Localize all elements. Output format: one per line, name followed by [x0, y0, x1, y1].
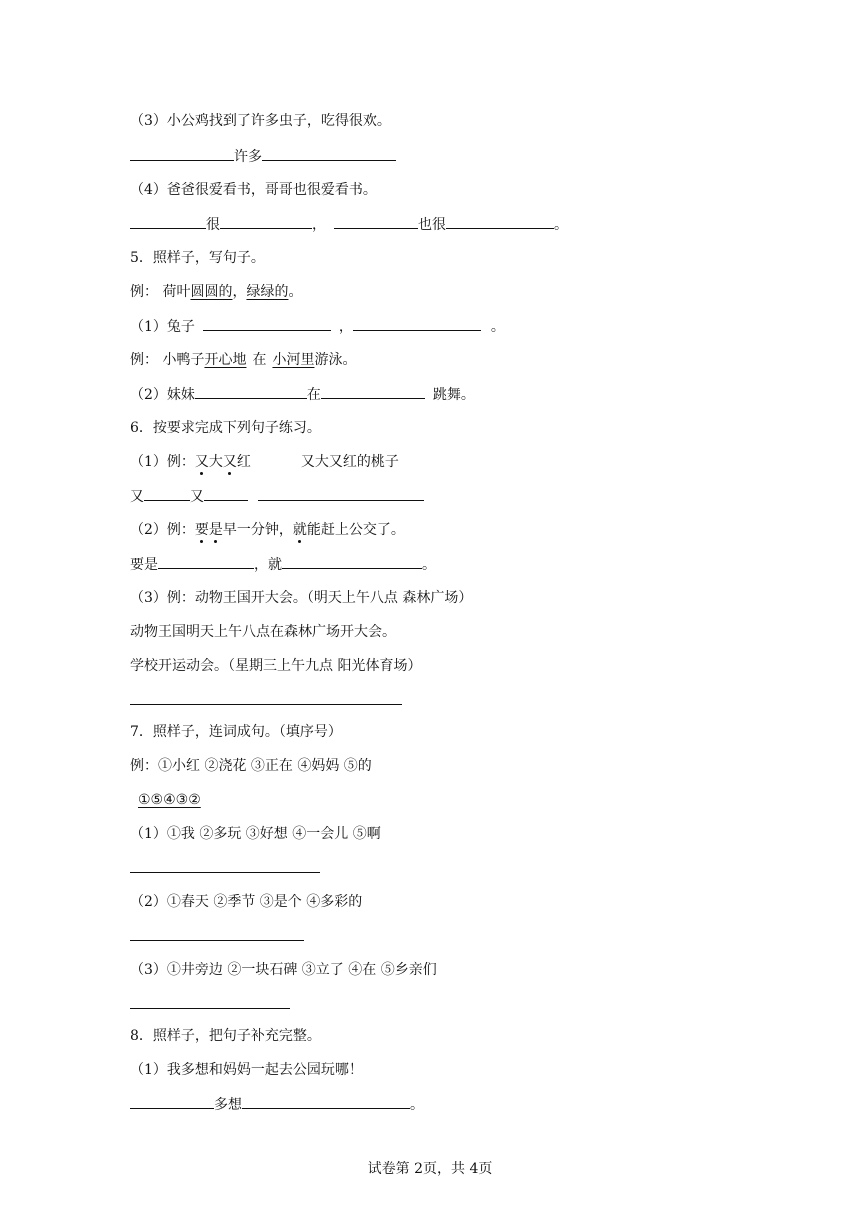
answer-blank[interactable] — [321, 384, 425, 399]
q5-example1: 例： 荷叶圆圆的，绿绿的。 — [130, 284, 303, 300]
q4-item3-answer-line: 许多 — [130, 146, 396, 167]
answer-blank[interactable] — [334, 214, 418, 229]
answer-blank[interactable] — [130, 858, 320, 873]
answer-blank[interactable] — [258, 486, 424, 501]
q8-item1-prompt: （1）我多想和妈妈一起去公园玩哪！ — [130, 1062, 363, 1078]
q8-item1-answer-line: 多想 。 — [130, 1094, 424, 1115]
answer-blank[interactable] — [130, 994, 290, 1009]
q6-item3-answer-line — [130, 690, 402, 711]
q7-item1-answer-line — [130, 858, 320, 879]
q7-item3: （3）①井旁边 ②一块石碑 ③立了 ④在 ⑤乡亲们 — [130, 962, 437, 978]
answer-blank[interactable] — [262, 146, 396, 161]
q4-item4-answer-line: 很 ， 也很 。 — [130, 214, 568, 235]
q7-item3-answer-line — [130, 994, 290, 1015]
q6-item3-example-answer: 动物王国明天上午八点在森林广场开大会。 — [130, 624, 396, 640]
q5-example2: 例： 小鸭子开心地 在 小河里游泳。 — [130, 352, 357, 368]
answer-blank[interactable] — [144, 486, 190, 501]
q7-title: 7．照样子，连词成句。（填序号） — [130, 724, 342, 740]
page-footer: 试卷第 2页，共 4页 — [367, 1161, 493, 1177]
answer-blank[interactable] — [446, 214, 554, 229]
q6-item3-example: （3）例：动物王国开大会。（明天上午八点 森林广场） — [130, 590, 473, 606]
q5-item2: （2）妹妹 在 跳舞。 — [130, 384, 475, 405]
q5-item1: （1）兔子 ， 。 — [130, 316, 505, 337]
answer-blank[interactable] — [130, 1094, 214, 1109]
answer-blank[interactable] — [195, 384, 307, 399]
q6-item1-answer-line: 又 又 — [130, 486, 424, 507]
answer-blank[interactable] — [130, 690, 402, 705]
q6-item2-answer-line: 要是 ，就 。 — [130, 554, 436, 575]
q5-title: 5．照样子，写句子。 — [130, 250, 265, 266]
q8-title: 8．照样子，把句子补充完整。 — [130, 1028, 321, 1044]
q6-title: 6．按要求完成下列句子练习。 — [130, 420, 321, 436]
q4-item3-prompt: （3）小公鸡找到了许多虫子，吃得很欢。 — [130, 113, 391, 129]
answer-blank[interactable] — [130, 926, 304, 941]
answer-blank[interactable] — [130, 146, 234, 161]
q6-item1-example: （1）例：又大又红 又大又红的桃子 — [130, 454, 399, 470]
answer-blank[interactable] — [353, 316, 481, 331]
q7-example: 例：①小红 ②浇花 ③正在 ④妈妈 ⑤的 — [130, 758, 372, 774]
answer-blank[interactable] — [130, 214, 206, 229]
q6-item3-task: 学校开运动会。（星期三上午九点 阳光体育场） — [130, 658, 422, 674]
answer-blank[interactable] — [220, 214, 312, 229]
q7-item2-answer-line — [130, 926, 304, 947]
q7-example-answer: ①⑤④③② — [138, 792, 201, 808]
q7-item2: （2）①春天 ②季节 ③是个 ④多彩的 — [130, 894, 363, 910]
answer-blank[interactable] — [282, 554, 422, 569]
answer-blank[interactable] — [203, 316, 331, 331]
q4-item4-prompt: （4）爸爸很爱看书，哥哥也很爱看书。 — [130, 182, 377, 198]
answer-blank[interactable] — [158, 554, 254, 569]
answer-blank[interactable] — [242, 1094, 410, 1109]
q6-item2-example: （2）例：要是早一分钟，就能赶上公交了。 — [130, 522, 405, 538]
answer-blank[interactable] — [204, 486, 248, 501]
q7-item1: （1）①我 ②多玩 ③好想 ④一会儿 ⑤啊 — [130, 826, 381, 842]
